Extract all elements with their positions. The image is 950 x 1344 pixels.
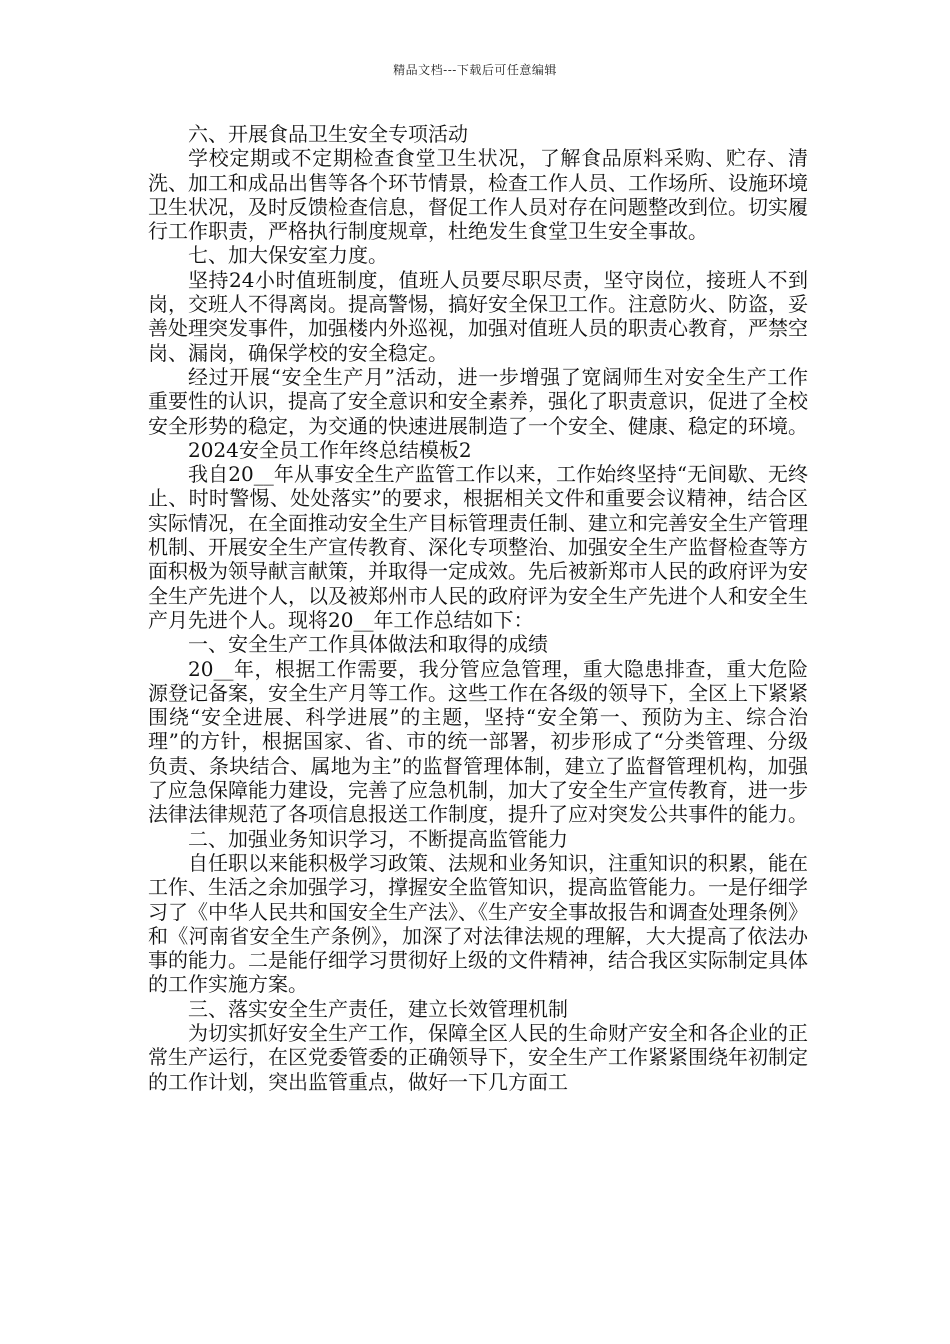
- template-title: 2024安全员工作年终总结模板2: [188, 437, 472, 462]
- section-heading-1: 一、安全生产工作具体做法和取得的成绩: [188, 632, 548, 657]
- paragraph-intro: 我自20__年从事安全生产监管工作以来，工作始终坚持“无间歇、无终止、时时警惕、处处落实”的要求，根据相关文件和重要会议精神，结合区实际情况，在全面推动安全生产目标管理责任制、建立和完善安全生产管理机制、开展安全生产宣传教育、深化专项整治、加强安全生产监督检查等方面积极为领导献言献策，并取得一定成效。先后被新郑市人民的政府评为安全生产先进个人，以及被郑州市人民的政府评为安全生产先进个人和安全生产月先进个人。现将20__年工作总结如下：: [148, 462, 808, 632]
- section-heading-7: 七、加大保安室力度。: [188, 243, 388, 268]
- paragraph-responsibility: 为切实抓好安全生产工作，保障全区人民的生命财产安全和各企业的正常生产运行，在区党委管委的正确领导下，安全生产工作紧紧围绕年初制定的工作计划，突出监管重点，做好一下几方面工: [148, 1020, 808, 1094]
- paragraph-achievements: 20__年，根据工作需要，我分管应急管理，重大隐患排查，重大危险源登记备案，安全生产月等工作。这些工作在各级的领导下，全区上下紧紧围绕“安全进展、科学进展”的主题，坚持“安全第一、预防为主、综合治理”的方针，根据国家、省、市的统一部署，初步形成了“分类管理、分级负责、条块结合、属地为主”的监督管理体制，建立了监督管理机构，加强了应急保障能力建设，完善了应急机制，加大了安全生产宣传教育，进一步法律法律规范了各项信息报送工作制度，提升了应对突发公共事件的能力。: [148, 656, 808, 827]
- section-heading-6: 六、开展食品卫生安全专项活动: [188, 122, 468, 146]
- document-body: [148, 122, 808, 1094]
- paragraph-food-safety: 学校定期或不定期检查食堂卫生状况，了解食品原料采购、贮存、清洗、加工和成品出售等各个环节情景，检查工作人员、工作场所、设施环境卫生状况，及时反馈检查信息，督促工作人员对存在问题整改到位。切实履行工作职责，严格执行制度规章，杜绝发生食堂卫生安全事故。: [148, 146, 808, 244]
- paragraph-safety-month: 经过开展“安全生产月”活动，进一步增强了宽阔师生对安全生产工作重要性的认识，提高了安全意识和安全素养，强化了职责意识，促进了全校安全形势的稳定，为交通的快速进展制造了一个安全、健康、稳定的环境。: [148, 364, 808, 438]
- paragraph-learning: 自任职以来能积极学习政策、法规和业务知识，注重知识的积累，能在工作、生活之余加强学习，撑握安全监管知识，提高监管能力。一是仔细学习了《中华人民共和国安全生产法》、《生产安全事故报告和调查处理条例》和《河南省安全生产条例》，加深了对法律法规的理解，大大提高了依法办事的能力。二是能仔细学习贯彻好上级的文件精神，结合我区实际制定具体的工作实施方案。: [148, 850, 808, 997]
- paragraph-duty-system: 坚持24小时值班制度，值班人员要尽职尽责，坚守岗位，接班人不到岗，交班人不得离岗。提高警惕，搞好安全保卫工作。注意防火、防盗，妥善处理突发事件，加强楼内外巡视，加强对值班人员的职责心教育，严禁空岗、漏岗，确保学校的安全稳定。: [148, 267, 808, 365]
- section-heading-3: 三、落实安全生产责任，建立长效管理机制: [188, 996, 568, 1021]
- page-header: 精品文档---下载后可任意编辑: [393, 63, 557, 77]
- section-heading-2: 二、加强业务知识学习，不断提高监管能力: [188, 826, 568, 851]
